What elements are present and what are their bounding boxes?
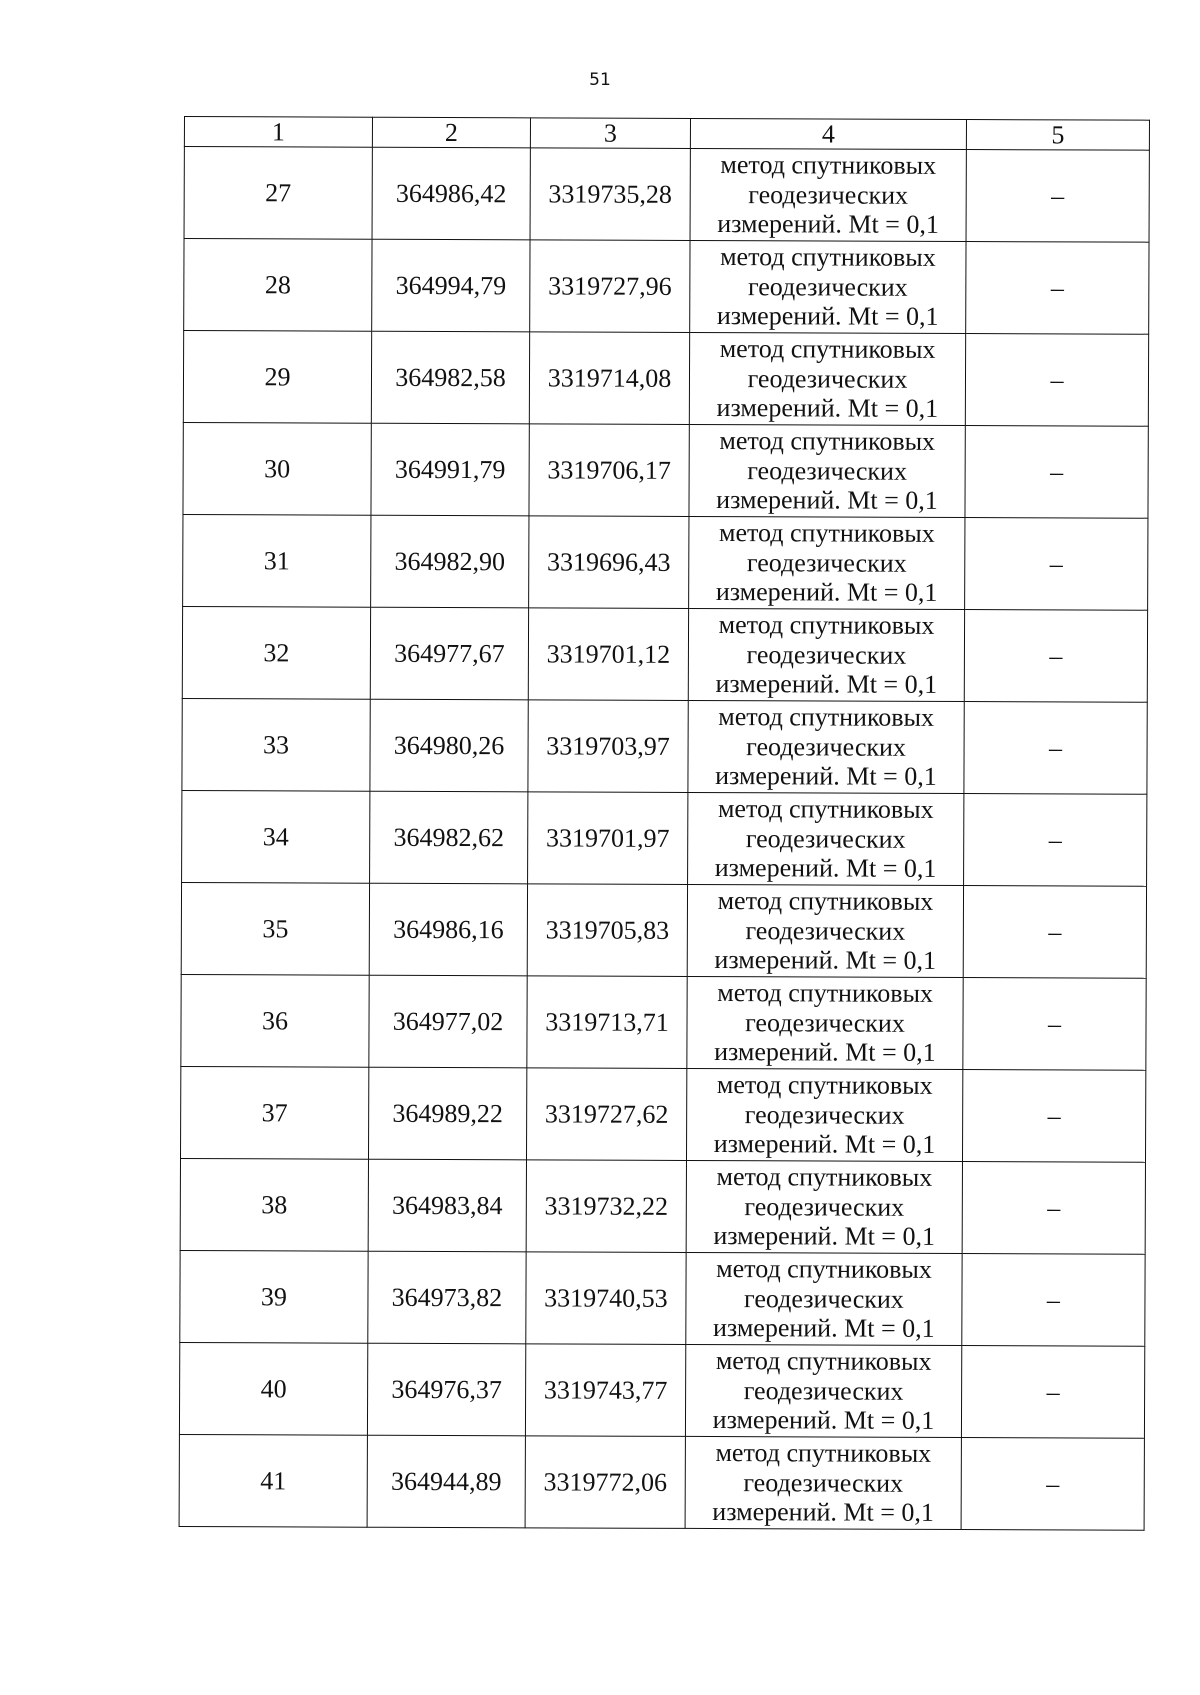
x-coordinate-cell: 364989,22 — [368, 1067, 526, 1160]
note-cell: – — [962, 1253, 1145, 1346]
table-header — [184, 117, 1149, 151]
method-cell — [688, 700, 964, 793]
method-line: метод спутниковых — [716, 1254, 932, 1285]
method-line: метод спутниковых — [718, 518, 935, 549]
method-line: метод спутниковых — [720, 150, 937, 181]
x-coordinate-cell: 364944,89 — [367, 1435, 525, 1528]
x-coordinate-cell: 364977,67 — [370, 607, 528, 700]
point-number-cell: 35 — [181, 882, 369, 975]
method-line: измерений. Mt = 0,1 — [715, 761, 937, 792]
method-cell — [688, 608, 964, 701]
method-line: измерений. Mt = 0,1 — [716, 301, 939, 332]
point-number-cell: 32 — [182, 606, 370, 699]
column-header-2: 2 — [372, 117, 530, 148]
x-coordinate-cell: 364977,02 — [369, 975, 527, 1068]
note-cell: – — [964, 793, 1147, 886]
y-coordinate-cell: 3319743,77 — [525, 1344, 685, 1437]
method-line: измерений. Mt = 0,1 — [716, 485, 938, 516]
table-row — [184, 147, 1149, 243]
y-coordinate-cell: 3319727,96 — [530, 240, 690, 333]
method-line: геодезических — [747, 455, 908, 486]
note-cell: – — [961, 1345, 1144, 1438]
table-body — [179, 147, 1149, 1531]
table-row — [180, 1250, 1145, 1346]
method-cell — [686, 1160, 962, 1253]
method-line: измерений. Mt = 0,1 — [712, 1405, 935, 1436]
x-coordinate-cell: 364982,90 — [371, 515, 529, 608]
method-line: геодезических — [745, 915, 906, 946]
method-cell — [687, 884, 963, 977]
note-cell: – — [966, 150, 1149, 243]
table-row — [183, 331, 1148, 427]
note-cell: – — [963, 885, 1146, 978]
method-line: измерений. Mt = 0,1 — [715, 577, 938, 608]
table-row — [182, 606, 1147, 702]
point-number-cell: 39 — [180, 1250, 368, 1343]
method-line: геодезических — [747, 363, 908, 394]
note-cell: – — [964, 702, 1147, 795]
method-cell — [688, 792, 964, 885]
method-line: метод спутниковых — [715, 1438, 932, 1469]
point-number-cell: 37 — [180, 1066, 368, 1159]
table-row — [180, 1066, 1145, 1162]
method-cell — [687, 976, 963, 1069]
method-line: измерений. Mt = 0,1 — [714, 1037, 936, 1068]
method-line: измерений. Mt = 0,1 — [714, 945, 937, 976]
table-row — [183, 514, 1148, 610]
method-cell — [686, 1252, 962, 1345]
x-coordinate-cell: 364976,37 — [367, 1343, 525, 1436]
note-cell: – — [965, 334, 1148, 427]
coordinates-table — [179, 116, 1150, 1531]
table-row — [181, 882, 1146, 978]
x-coordinate-cell: 364991,79 — [371, 423, 529, 516]
method-line: измерений. Mt = 0,1 — [714, 853, 937, 884]
x-coordinate-cell: 364986,42 — [372, 147, 530, 240]
method-line: метод спутниковых — [717, 978, 934, 1009]
column-header-1: 1 — [184, 117, 372, 148]
point-number-cell: 31 — [183, 514, 371, 607]
note-cell: – — [965, 518, 1148, 611]
method-line: геодезических — [743, 1375, 904, 1406]
table-row — [182, 790, 1147, 886]
method-line: метод спутниковых — [718, 610, 935, 641]
method-cell — [685, 1344, 961, 1437]
method-cell — [685, 1436, 961, 1529]
table-row — [181, 974, 1146, 1070]
point-number-cell: 38 — [180, 1158, 368, 1251]
method-line: геодезических — [744, 1283, 904, 1314]
method-line: метод спутниковых — [715, 1346, 932, 1377]
method-line: геодезических — [745, 1007, 905, 1038]
table-row — [184, 239, 1149, 335]
table-row — [179, 1434, 1144, 1530]
point-number-cell: 34 — [182, 790, 370, 883]
column-header-4: 4 — [690, 118, 966, 149]
method-line: метод спутниковых — [717, 886, 934, 917]
method-line: геодезических — [746, 731, 906, 762]
method-cell — [689, 424, 965, 517]
table-row — [182, 698, 1147, 794]
method-line: геодезических — [746, 547, 907, 578]
point-number-cell: 28 — [184, 239, 372, 332]
method-line: измерений. Mt = 0,1 — [716, 393, 939, 424]
table-row — [180, 1158, 1145, 1254]
method-line: измерений. Mt = 0,1 — [715, 669, 938, 700]
method-line: метод спутниковых — [719, 334, 936, 365]
point-number-cell: 40 — [179, 1342, 367, 1435]
column-header-5: 5 — [966, 120, 1149, 151]
method-line: геодезических — [746, 639, 907, 670]
table-row — [183, 422, 1148, 518]
y-coordinate-cell: 3319701,12 — [528, 608, 688, 701]
x-coordinate-cell: 364973,82 — [368, 1251, 526, 1344]
x-coordinate-cell: 364994,79 — [372, 239, 530, 332]
method-line: метод спутниковых — [716, 1070, 933, 1101]
method-line: измерений. Mt = 0,1 — [713, 1221, 936, 1252]
method-line: метод спутниковых — [716, 1162, 933, 1193]
note-cell: – — [965, 426, 1148, 519]
method-cell — [690, 148, 966, 241]
point-number-cell: 27 — [184, 147, 372, 240]
y-coordinate-cell: 3319727,62 — [526, 1068, 686, 1161]
y-coordinate-cell: 3319703,97 — [528, 700, 688, 793]
note-cell: – — [963, 977, 1146, 1070]
x-coordinate-cell: 364982,58 — [371, 331, 529, 424]
note-cell: – — [961, 1437, 1144, 1530]
point-number-cell: 30 — [183, 422, 371, 515]
y-coordinate-cell: 3319696,43 — [529, 516, 689, 609]
point-number-cell: 33 — [182, 698, 370, 791]
method-cell — [689, 332, 965, 425]
y-coordinate-cell: 3319701,97 — [528, 792, 688, 885]
method-line: метод спутниковых — [717, 794, 934, 825]
y-coordinate-cell: 3319732,22 — [526, 1160, 686, 1253]
y-coordinate-cell: 3319772,06 — [525, 1436, 685, 1529]
note-cell: – — [962, 1069, 1145, 1162]
note-cell: – — [962, 1161, 1145, 1254]
point-number-cell: 36 — [181, 974, 369, 1067]
method-line: геодезических — [745, 823, 906, 854]
y-coordinate-cell: 3319740,53 — [526, 1252, 686, 1345]
y-coordinate-cell: 3319706,17 — [529, 424, 689, 517]
x-coordinate-cell: 364980,26 — [370, 699, 528, 792]
method-line: геодезических — [744, 1191, 905, 1222]
x-coordinate-cell: 364986,16 — [369, 883, 527, 976]
method-line: измерений. Mt = 0,1 — [712, 1313, 935, 1344]
method-line: метод спутниковых — [718, 702, 935, 733]
method-line: метод спутниковых — [719, 426, 936, 457]
note-cell: – — [964, 610, 1147, 703]
method-line: измерений. Mt = 0,1 — [713, 1129, 936, 1160]
y-coordinate-cell: 3319735,28 — [530, 148, 690, 241]
method-line: измерений. Mt = 0,1 — [717, 209, 939, 240]
y-coordinate-cell: 3319705,83 — [527, 884, 687, 977]
method-line: геодезических — [748, 179, 909, 210]
x-coordinate-cell: 364983,84 — [368, 1159, 526, 1252]
method-line: метод спутниковых — [720, 242, 936, 273]
table-row — [179, 1342, 1144, 1438]
method-line: геодезических — [744, 1099, 905, 1130]
method-cell — [690, 240, 966, 333]
method-cell — [689, 516, 965, 609]
method-cell — [686, 1068, 962, 1161]
page-number: 51 — [589, 70, 611, 90]
method-line: измерений. Mt = 0,1 — [712, 1497, 934, 1528]
x-coordinate-cell: 364982,62 — [370, 791, 528, 884]
y-coordinate-cell: 3319713,71 — [527, 976, 687, 1069]
point-number-cell: 29 — [183, 331, 371, 424]
method-line: геодезических — [743, 1467, 904, 1498]
point-number-cell: 41 — [179, 1434, 367, 1527]
table-header-row — [184, 117, 1149, 151]
method-line: геодезических — [747, 271, 908, 302]
y-coordinate-cell: 3319714,08 — [529, 332, 689, 425]
note-cell: – — [966, 242, 1149, 335]
column-header-3: 3 — [530, 118, 690, 149]
